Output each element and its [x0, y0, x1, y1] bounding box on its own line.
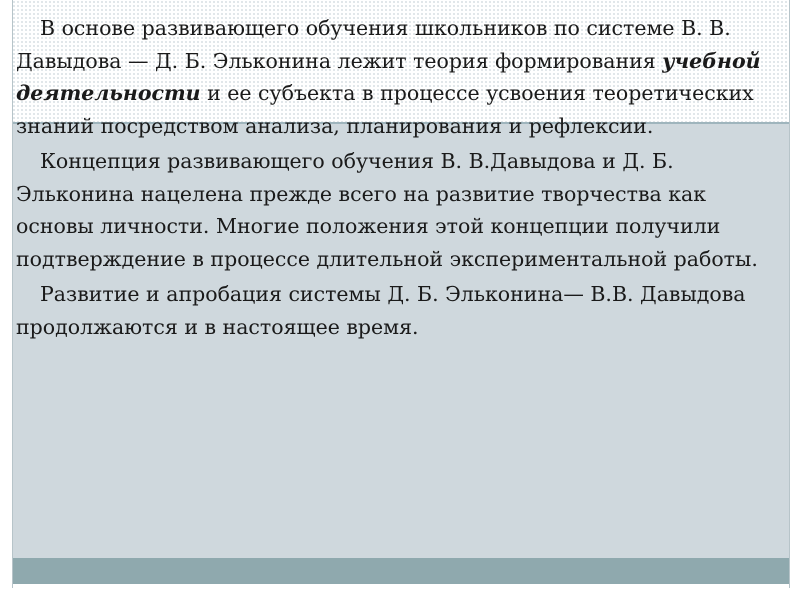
footer-line	[12, 584, 790, 588]
footer-accent-bar	[12, 558, 790, 584]
paragraph-1-end: и ее субъекта в процессе усвоения теоретических знаний посредством анализа, планирования и рефлексии.	[16, 81, 754, 138]
paragraph-1	[16, 12, 778, 142]
emphasized-term: учебной деятельности	[16, 48, 761, 105]
slide-text	[16, 12, 778, 343]
paragraph-3: Развитие и апробация системы Д. Б. Эльконина— В.В. Давыдова продолжаются и в настоящее время.	[16, 282, 746, 339]
paragraph-2: Концепция развивающего обучения В. В.Давыдова и Д. Б. Эльконина нацелена прежде всего на развитие творчества как основы личности. Многие положения этой концепции получили подтверждение в процессе длительной экспериментальной работы.	[16, 149, 758, 271]
paragraph-1-start: В основе развивающего обучения школьников по системе В. В. Давыдова — Д. Б. Эльконина лежит теория формирования	[16, 16, 731, 73]
